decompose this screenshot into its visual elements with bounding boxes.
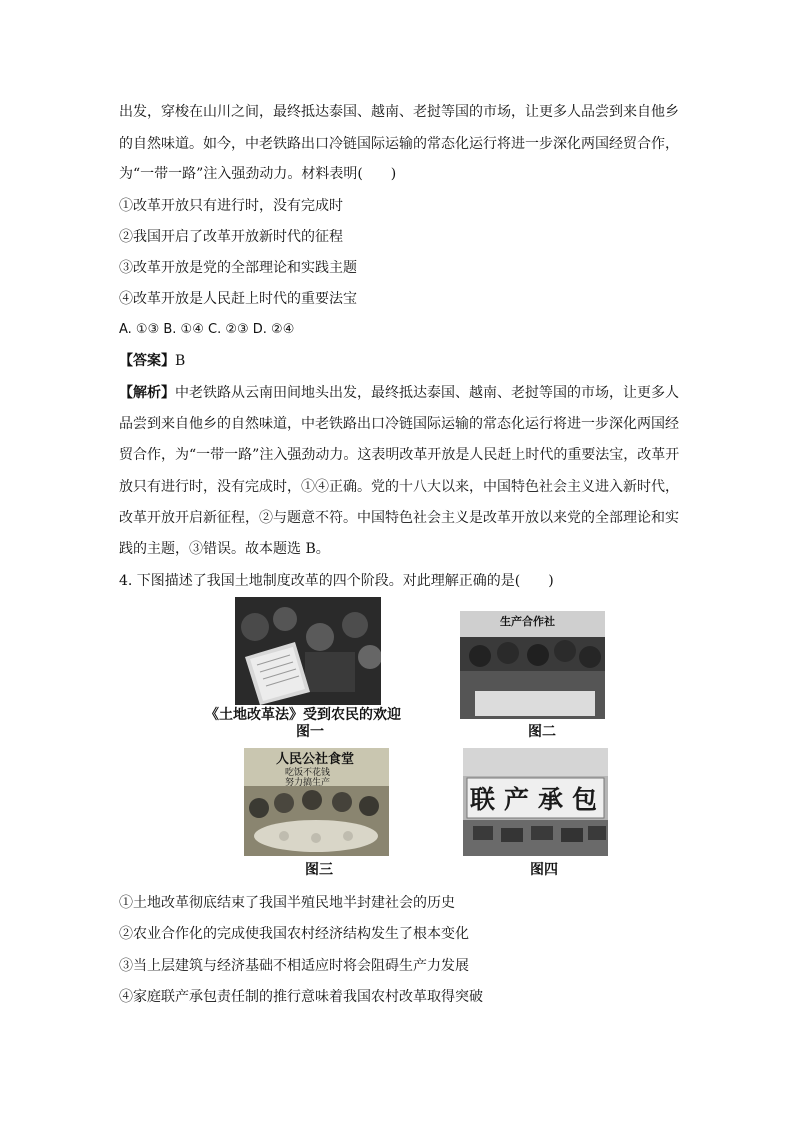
prev-option-1: ①改革开放只有进行时，没有完成时 (119, 198, 343, 214)
figure-4-sign: 联产承包 (470, 785, 607, 814)
prev-analysis-line-5: 改革开放开启新征程，②与题意不符。中国特色社会主义是改革开放以来党的全部理论和实 (119, 510, 679, 526)
prev-stem-line-2: 的自然味道。如今，中老铁路出口冷链国际运输的常态化运行将进一步深化两国经贸合作， (119, 136, 679, 152)
analysis-text-1: 中老铁路从云南田间地头出发，最终抵达泰国、越南、老挝等国的市场，让更多人 (175, 385, 679, 401)
q4-stem: 4. 下图描述了我国土地制度改革的四个阶段。对此理解正确的是( ) (119, 573, 554, 589)
prev-stem-line-3: 为“一带一路”注入强劲动力。材料表明( ) (119, 166, 397, 182)
figure-3-label: 图三 (305, 862, 333, 878)
figure-1-label: 图一 (296, 724, 324, 740)
prev-analysis-line-1 (119, 383, 679, 403)
answer-label: 【答案】 (119, 353, 175, 369)
figure-3-sign-line-2: 努力搞生产 (285, 778, 331, 788)
figure-2-banner: 生产合作社 (500, 615, 555, 628)
prev-analysis-line-3: 贸合作，为“一带一路”注入强劲动力。这表明改革开放是人民赶上时代的重要法宝，改革开 (119, 447, 680, 463)
figure-3-sign-title: 人民公社食堂 (276, 752, 355, 767)
figure-1-photo-text: 《土地改革法》受到农民的欢迎 (205, 707, 401, 723)
figure-2-label: 图二 (528, 724, 556, 740)
prev-choices: A. ①③ B. ①④ C. ②③ D. ②④ (119, 322, 295, 337)
answer-value: B (175, 353, 186, 369)
prev-option-2: ②我国开启了改革开放新时代的征程 (119, 229, 343, 245)
q4-option-2: ②农业合作化的完成使我国农村经济结构发生了根本变化 (119, 926, 469, 942)
prev-stem-line-1: 出发，穿梭在山川之间，最终抵达泰国、越南、老挝等国的市场，让更多人品尝到来自他乡 (119, 104, 679, 120)
prev-answer (119, 351, 185, 371)
analysis-label: 【解析】 (119, 385, 175, 401)
prev-option-4: ④改革开放是人民赶上时代的重要法宝 (119, 291, 357, 307)
figure-1-photo (235, 597, 381, 705)
prev-analysis-line-2: 品尝到来自他乡的自然味道，中老铁路出口冷链国际运输的常态化运行将进一步深化两国经 (119, 416, 679, 432)
prev-option-3: ③改革开放是党的全部理论和实践主题 (119, 260, 357, 276)
q4-option-1: ①土地改革彻底结束了我国半殖民地半封建社会的历史 (119, 895, 455, 911)
prev-analysis-line-6: 践的主题，③错误。故本题选 B。 (119, 541, 330, 557)
q4-option-3: ③当上层建筑与经济基础不相适应时将会阻碍生产力发展 (119, 958, 469, 974)
figure-3-sign-line-1: 吃饭不花钱 (285, 768, 331, 778)
figure-4-label: 图四 (530, 862, 558, 878)
q4-option-4: ④家庭联产承包责任制的推行意味着我国农村改革取得突破 (119, 989, 483, 1005)
prev-analysis-line-4: 放只有进行时，没有完成时，①④正确。党的十八大以来，中国特色社会主义进入新时代， (119, 479, 679, 495)
